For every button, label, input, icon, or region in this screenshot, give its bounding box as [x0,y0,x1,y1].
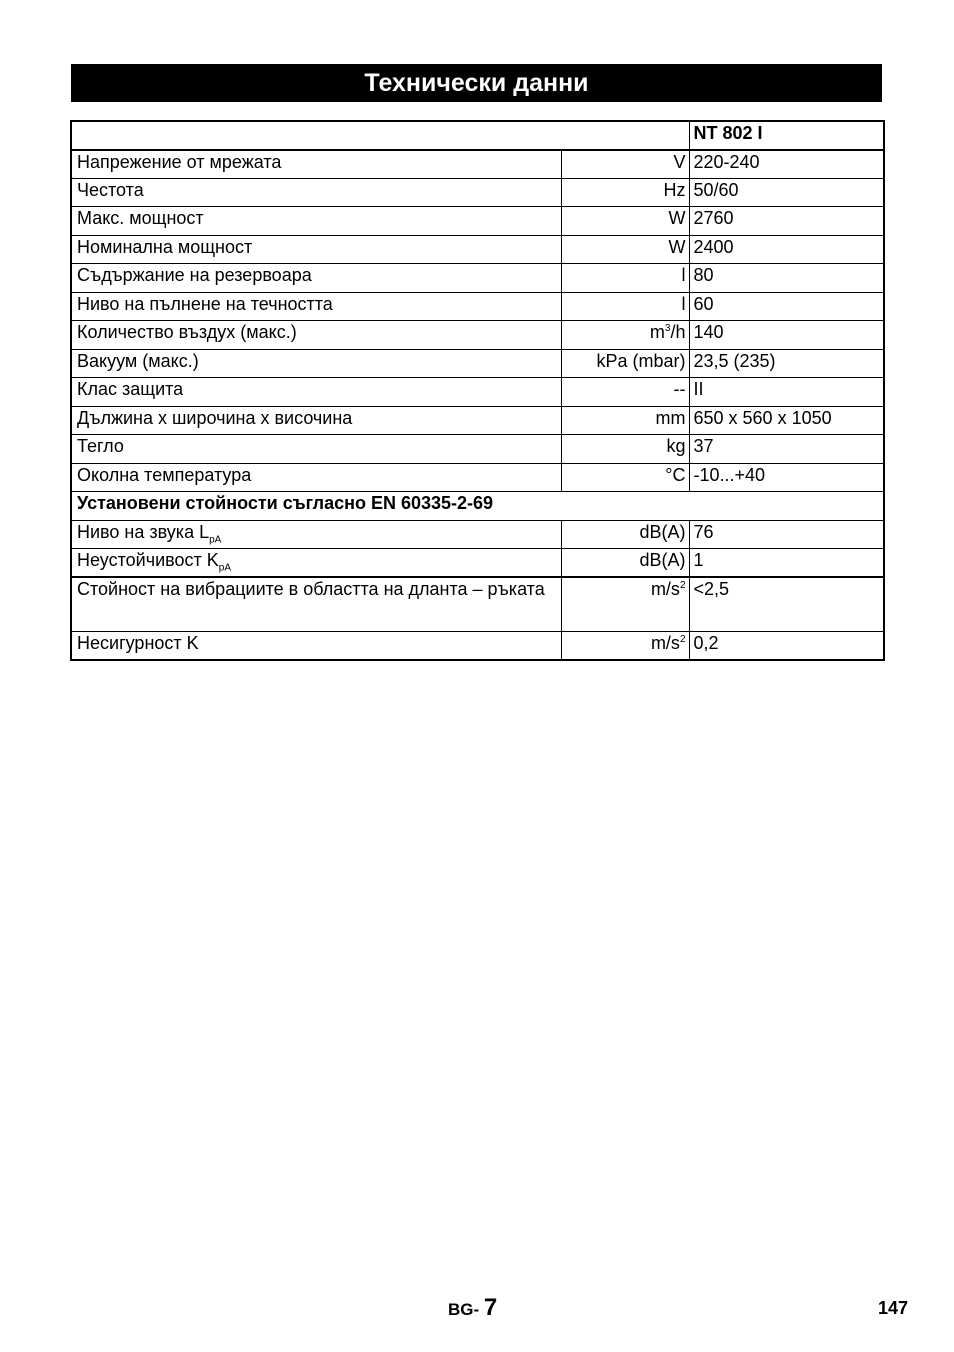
row-value: 60 [689,292,884,321]
row-value: 80 [689,264,884,293]
row-unit [561,631,689,660]
section-heading: Установени стойности съгласно EN 60335-2-69 [71,492,884,521]
table-row [71,631,884,660]
footer-section-label [448,1294,497,1322]
unit-tail: /h [670,322,686,342]
row-label: Количество въздух (макс.) [71,321,561,350]
row-unit: W [561,235,689,264]
table-row [71,264,884,293]
row-value: 2760 [689,207,884,236]
row-unit: kg [561,435,689,464]
footer-dash: - [473,1300,480,1319]
table-header-row [71,121,884,150]
row-label: Ниво на пълнене на течността [71,292,561,321]
unit-base: m [649,322,665,342]
row-label: Напрежение от мрежата [71,150,561,179]
row-unit: dB(A) [561,549,689,578]
row-label [71,549,561,578]
header-empty-cell [71,121,689,150]
row-label [71,520,561,549]
table-row [71,235,884,264]
unit-superscript: 3 [664,323,671,334]
row-label: Клас защита [71,378,561,407]
row-label: Номинална мощност [71,235,561,264]
row-label: Дължина x широчина x височина [71,406,561,435]
row-unit: °C [561,463,689,492]
row-unit: -- [561,378,689,407]
row-unit [561,321,689,350]
table-row [71,178,884,207]
footer-lang: BG [448,1300,474,1319]
row-value: II [689,378,884,407]
row-value: <2,5 [689,577,884,631]
row-value: 50/60 [689,178,884,207]
row-unit: dB(A) [561,520,689,549]
row-value: 37 [689,435,884,464]
table-row [71,549,884,578]
row-label: Околна температура [71,463,561,492]
row-label: Стойност на вибрациите в областта на дланта – ръката [71,577,561,631]
row-unit: V [561,150,689,179]
row-unit: W [561,207,689,236]
row-value: 220-240 [689,150,884,179]
model-header: NT 802 I [689,121,884,150]
row-unit: l [561,264,689,293]
table-row [71,463,884,492]
label-base: Ниво на звука L [77,521,210,542]
table-row [71,435,884,464]
row-value: -10...+40 [689,463,884,492]
table-row [71,577,884,631]
row-unit: l [561,292,689,321]
unit-base: m/s [650,579,680,599]
label-subscript: pA [209,534,222,546]
row-unit: kPa (mbar) [561,349,689,378]
row-label: Вакуум (макс.) [71,349,561,378]
row-value: 650 x 560 x 1050 [689,406,884,435]
technical-data-table [70,120,885,661]
row-label: Тегло [71,435,561,464]
row-unit: Hz [561,178,689,207]
footer-section-page: 7 [483,1294,498,1321]
row-label: Съдържание на резервоара [71,264,561,293]
unit-superscript: 2 [679,633,686,645]
unit-base: m/s [650,632,680,653]
page-title: Технически данни [71,64,882,102]
table-row [71,321,884,350]
unit-superscript: 2 [679,580,686,591]
row-label: Макс. мощност [71,207,561,236]
page-number: 147 [878,1298,909,1318]
row-label: Честота [71,178,561,207]
table-row [71,349,884,378]
table-row [71,292,884,321]
label-base: Неустойчивост K [77,550,219,570]
row-value: 76 [689,520,884,549]
table-row [71,520,884,549]
row-value: 23,5 (235) [689,349,884,378]
table-row [71,378,884,407]
row-value: 2400 [689,235,884,264]
table-row [71,207,884,236]
row-unit [561,577,689,631]
section-heading-row [71,492,884,521]
table-row [71,150,884,179]
row-value: 140 [689,321,884,350]
label-subscript: pA [218,562,232,574]
row-value: 1 [689,549,884,578]
row-label: Несигурност K [71,631,561,660]
table-row [71,406,884,435]
row-value: 0,2 [689,631,884,660]
row-unit: mm [561,406,689,435]
